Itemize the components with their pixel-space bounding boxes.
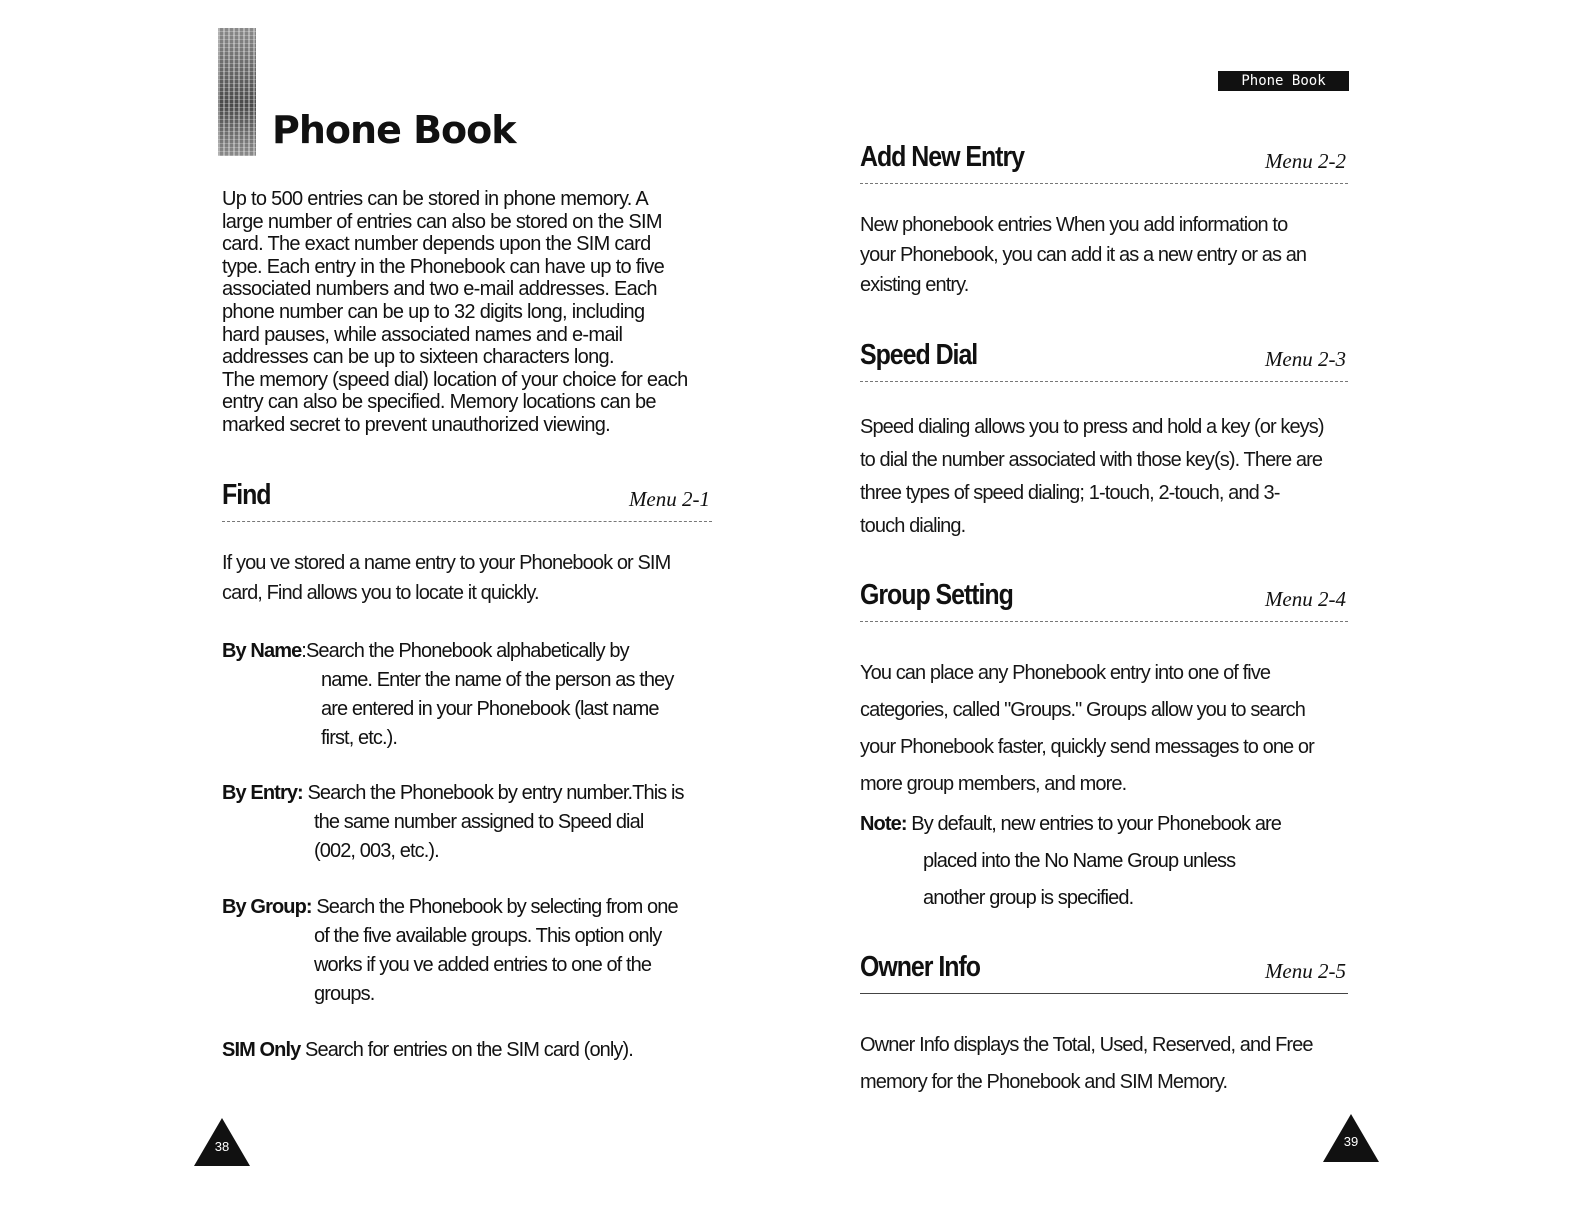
note-text: By default, new entries to your Phonebook are — [906, 813, 1282, 835]
group-setting-menu-ref: Menu 2-4 — [1264, 587, 1346, 611]
option-by-group — [222, 893, 722, 1009]
intro-line: phone number can be up to 32 digits long, including — [222, 300, 645, 323]
intro-line: Up to 500 entries can be stored in phone memory. A — [222, 188, 649, 210]
owner-info-menu-ref: Menu 2-5 — [1264, 959, 1346, 983]
speed-dial-menu-ref: Menu 2-3 — [1264, 347, 1346, 371]
speed-dial-description — [860, 411, 1360, 543]
option-sim-only — [222, 1036, 722, 1065]
intro-line: large number of entries can also be stored on the SIM — [222, 210, 662, 233]
speed-dial-title: Speed Dial — [860, 339, 978, 371]
option-text: Search the Phonebook by entry number.This is — [302, 782, 684, 804]
owner-info-title: Owner Info — [860, 951, 980, 983]
option-by-entry — [222, 779, 722, 866]
option-text: of the five available groups. This option only — [314, 925, 662, 947]
option-label: By Name — [222, 640, 302, 662]
body-line: New phonebook entries When you add information to — [860, 214, 1288, 236]
add-new-entry-section-header — [860, 141, 1348, 184]
intro-line: addresses can be up to sixteen characters long. — [222, 346, 614, 369]
body-line: categories, called "Groups." Groups allow you to search — [860, 699, 1305, 721]
section-divider — [860, 621, 1348, 622]
page-number-left: 38 — [214, 1139, 230, 1154]
note-label: Note: — [860, 813, 907, 835]
body-line: your Phonebook faster, quickly send messages to one or — [860, 736, 1314, 758]
body-line: touch dialing. — [860, 515, 966, 537]
option-text: the same number assigned to Speed dial — [314, 811, 644, 833]
intro-paragraph — [222, 188, 722, 437]
add-new-entry-description — [860, 210, 1360, 300]
note-text: placed into the No Name Group unless — [923, 850, 1236, 872]
body-line: your Phonebook, you can add it as a new entry or as an — [860, 244, 1307, 266]
intro-line: entry can also be specified. Memory locations can be — [222, 391, 656, 414]
section-divider — [860, 381, 1348, 382]
body-line: Speed dialing allows you to press and hold a key (or keys) — [860, 416, 1324, 438]
add-new-entry-title: Add New Entry — [860, 141, 1024, 173]
intro-line: card. The exact number depends upon the SIM card — [222, 233, 651, 256]
owner-info-section-header — [860, 951, 1348, 994]
add-new-entry-menu-ref: Menu 2-2 — [1264, 149, 1346, 173]
group-setting-section-header — [860, 579, 1348, 622]
intro-line: associated numbers and two e-mail addresses. Each — [222, 278, 657, 301]
body-line: memory for the Phonebook and SIM Memory. — [860, 1071, 1228, 1093]
option-label: By Group: — [222, 896, 312, 918]
body-line: more group members, and more. — [860, 773, 1127, 795]
group-setting-title: Group Setting — [860, 579, 1013, 611]
option-label: SIM Only — [222, 1039, 301, 1061]
find-title: Find — [222, 479, 271, 511]
section-divider — [860, 993, 1348, 994]
owner-info-description — [860, 1027, 1360, 1101]
option-label: By Entry: — [222, 782, 303, 804]
intro-line: The memory (speed dial) location of your choice for each — [222, 368, 688, 391]
option-text: Search the Phonebook by selecting from one — [311, 896, 678, 918]
body-line: to dial the number associated with those key(s). There are — [860, 449, 1323, 471]
page-number-right: 39 — [1343, 1134, 1359, 1149]
group-setting-note — [860, 806, 1360, 917]
speed-dial-section-header — [860, 339, 1348, 382]
chapter-marker-graphic — [218, 28, 256, 156]
option-text: :Search the Phonebook alphabetically by — [301, 640, 629, 662]
find-line: If you ve stored a name entry to your Phonebook or SIM — [222, 552, 671, 574]
option-text: name. Enter the name of the person as they — [321, 669, 674, 691]
intro-line: hard pauses, while associated names and e-mail — [222, 323, 623, 346]
find-description — [222, 548, 722, 608]
option-by-name — [222, 637, 722, 753]
option-text: (002, 003, etc.). — [314, 840, 439, 862]
intro-line: type. Each entry in the Phonebook can have up to five — [222, 255, 665, 278]
section-divider — [860, 183, 1348, 184]
option-text: Search for entries on the SIM card (only). — [300, 1039, 633, 1061]
find-menu-ref: Menu 2-1 — [628, 487, 710, 511]
body-line: existing entry. — [860, 274, 969, 296]
chapter-title: Phone Book — [272, 108, 516, 152]
option-text: first, etc.). — [321, 727, 398, 749]
section-divider — [222, 521, 712, 522]
option-text: are entered in your Phonebook (last name — [321, 698, 659, 720]
find-section-header — [222, 479, 712, 522]
group-setting-description — [860, 655, 1360, 803]
find-line: card, Find allows you to locate it quickly. — [222, 582, 539, 604]
body-line: three types of speed dialing; 1-touch, 2-touch, and 3- — [860, 482, 1280, 504]
option-text: groups. — [314, 983, 375, 1005]
body-line: Owner Info displays the Total, Used, Reserved, and Free — [860, 1034, 1313, 1056]
intro-line: marked secret to prevent unauthorized viewing. — [222, 413, 611, 436]
note-text: another group is specified. — [923, 887, 1134, 909]
option-text: works if you ve added entries to one of the — [314, 954, 652, 976]
body-line: You can place any Phonebook entry into one of five — [860, 662, 1271, 684]
running-header-tab: Phone Book — [1218, 71, 1349, 91]
